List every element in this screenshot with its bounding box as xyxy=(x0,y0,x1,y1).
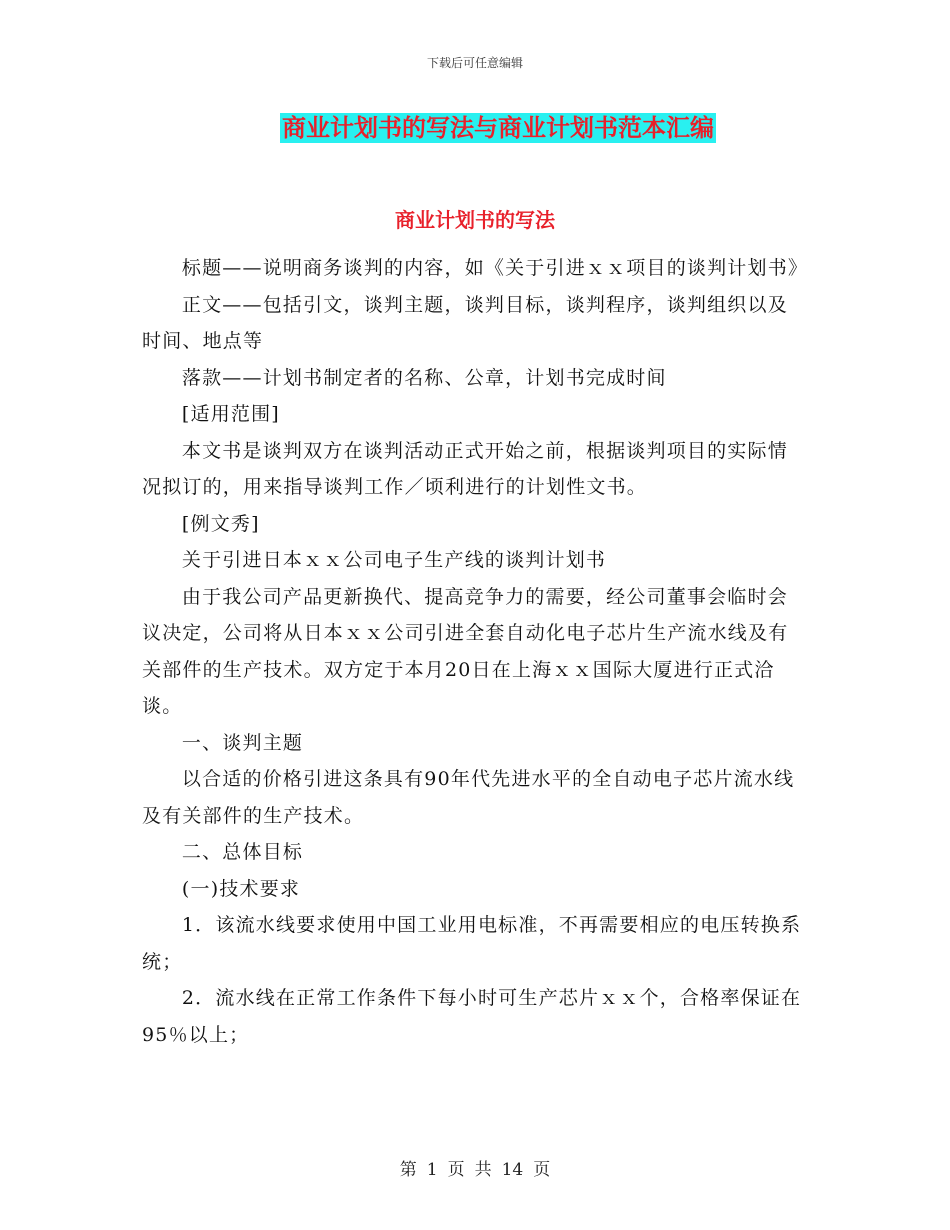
document-body xyxy=(142,250,809,1053)
paragraph: 1．该流水线要求使用中国工业用电标准，不再需要相应的电压转换系统； xyxy=(142,914,802,973)
paragraph: [例文秀] xyxy=(181,512,260,535)
paragraph: 关于引进日本ｘｘ公司电子生产线的谈判计划书 xyxy=(181,549,607,571)
paragraph: 二、总体目标 xyxy=(181,841,304,863)
paragraph: [适用范围] xyxy=(181,403,280,425)
main-title-container xyxy=(0,113,950,143)
paragraph: 以合适的价格引进这条具有90年代先进水平的全自动电子芯片流水线及有关部件的生产技术。 xyxy=(142,768,795,827)
page-footer xyxy=(0,1155,950,1180)
footer-page-number: 1 xyxy=(426,1160,438,1180)
paragraph: 本文书是谈判双方在谈判活动正式开始之前，根据谈判项目的实际情况拟订的，用来指导谈判工作／顷利进行的计划性文书。 xyxy=(142,439,788,498)
paragraph: 正文——包括引文，谈判主题，谈判目标，谈判程序，谈判组织以及时间、地点等 xyxy=(142,293,788,352)
footer-total-pages: 14 xyxy=(501,1160,524,1180)
footer-ye: 页 xyxy=(447,1160,465,1180)
paragraph: 一、谈判主题 xyxy=(181,731,304,754)
paragraph: 2．流水线在正常工作条件下每小时可生产芯片ｘｘ个，合格率保证在95％以上； xyxy=(142,987,802,1046)
paragraph: 由于我公司产品更新换代、提高竞争力的需要，经公司董事会临时会议决定，公司将从日本ｘｘ公司引进全套自动化电子芯片生产流水线及有关部件的生产技术。双方定于本月20日在上海ｘｘ国际大厦进行正式洽谈。 xyxy=(142,585,789,717)
section-title: 商业计划书的写法 xyxy=(395,208,555,232)
paragraph: (一)技术要求 xyxy=(181,877,301,900)
paragraph: 落款——计划书制定者的名称、公章，计划书完成时间 xyxy=(181,366,667,389)
main-title: 商业计划书的写法与商业计划书范本汇编 xyxy=(282,114,714,142)
page-header-note: 下载后可任意编辑 xyxy=(426,56,523,70)
footer-di: 第 xyxy=(399,1160,417,1180)
paragraph: 标题——说明商务谈判的内容，如《关于引进ｘｘ项目的谈判计划书》 xyxy=(181,257,809,279)
footer-ye: 页 xyxy=(533,1160,551,1180)
footer-gong: 共 xyxy=(474,1160,492,1180)
